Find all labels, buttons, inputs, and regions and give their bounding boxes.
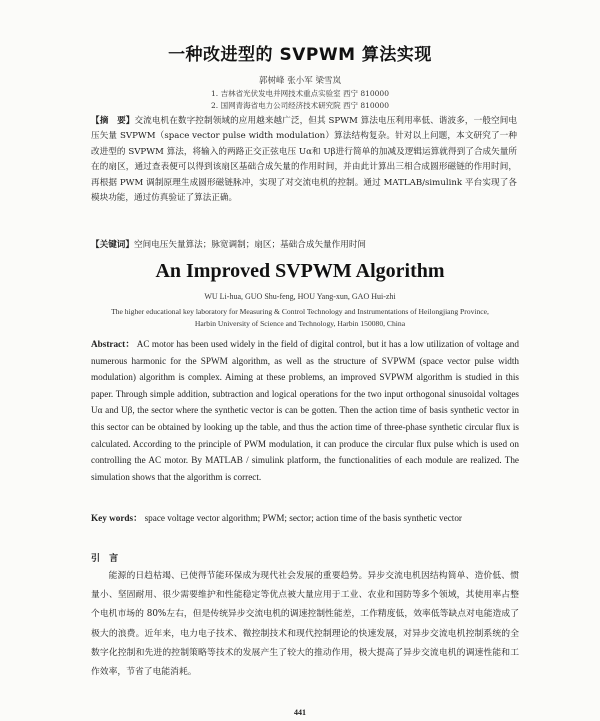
chinese-keywords-label: 【关键词】 [91,240,134,250]
chinese-title: 一种改进型的 SVPWM 算法实现 [168,45,432,65]
chinese-affiliation-2: 2. 国网青海省电力公司经济技术研究院 西宁 810000 [211,101,389,110]
english-abstract-label: Abstract： [91,339,135,349]
introduction-heading: 引 言 [91,554,122,564]
chinese-authors: 郭树峰 张小军 梁雪岚 [259,76,341,86]
page-number: 441 [294,708,306,717]
chinese-keywords-text: 空间电压矢量算法；脉宽调制；扇区；基础合成矢量作用时间 [133,240,367,250]
english-abstract-text: AC motor has been used widely in the field of digital control, but it has a low utilization of voltage and numerous harmonic for the SPWM algorithm, as well as the structure of SVPWM (space vector pulse width modulation) algorithm is complex. Aiming at these problems, an improved SVPWM algorithm is studied in this paper. Through simple addition, subtraction and logical operations for the two input orthogonal sinusoidal voltages Uα and Uβ, the sector where the synthetic vector is can be gotten. Then the action time of basis synthetic vector in this sector can be obtained by looking up the table, and thus the action time of three-phase synthetic circular flux is calculated. According to the principle of PWM modulation, it can produce the circular flux pulse which is used on controlling the AC motor. By MATLAB / simulink platform, the functionalities of each module are realized. The simulation shows that the algorithm is correct. [91,339,519,482]
chinese-abstract-text: 交流电机在数字控制领域的应用越来越广泛，但其 SPWM 算法电压利用率低、谐波多，一般空间电压矢量 SVPWM（space vector pulse width modulation）算法结构复杂。针对以上问题，本文研究了一种改进型的 SVPWM 算法，将输入的两路正交正弦电压 Uα和 Uβ进行简单的加减及逻辑运算就得到了合成矢量所在的扇区，通过查表便可以得到该扇区基础合成矢量的作用时间，并由此计算出三相合成圆形磁链的作用时间，再根据 PWM 调制原理生成圆形磁链脉冲，实现了对交流电机的控制。通过 MATLAB/simulink 平台实现了各模块功能，通过仿真验证了算法正确。 [91,116,517,204]
english-abstract [91,336,519,485]
english-authors: WU Li-hua, GUO Shu-feng, HOU Yang-xun, GAO Hui-zhi [204,292,396,301]
chinese-keywords [91,238,517,252]
chinese-abstract [91,114,517,206]
english-keywords-label: Key words： [91,513,143,523]
introduction-paragraph: 能源的日趋枯竭、已使得节能环保成为现代社会发展的重要趋势。异步交流电机因结构简单、造价低、惯量小、坚固耐用、很少需要维护和性能稳定等优点被大量应用于工业、农业和国防等多个领域，其使用率占整个电机市场的 80%左右，但是传统异步交流电机的调速控制性能差，工作精度低，效率低等缺点对电能造成了极大的浪费。近年来，电力电子技术、微控制技术和现代控制理论的快速发展，对异步交流电机控制系统的全数字化控制和先进的控制策略等技术的发展产生了较大的推动作用，极大提高了异步交流电机的调速性能和工作效率，节省了电能消耗。 [91,571,519,678]
chinese-abstract-label: 【摘 要】 [91,116,135,126]
english-affiliation: The higher educational key laboratory for Measuring & Control Technology and Instrumentations of Heilongjiang Province, Harbin University of Science and Technology, Harbin 150080, China [111,307,489,328]
english-title: An Improved SVPWM Algorithm [155,260,445,282]
english-keywords [91,510,519,527]
english-keywords-text: space voltage vector algorithm; PWM; sector; action time of the basis synthetic vector [144,513,462,523]
chinese-affiliation-1: 1. 吉林省光伏发电并网技术重点实验室 西宁 810000 [211,89,389,98]
